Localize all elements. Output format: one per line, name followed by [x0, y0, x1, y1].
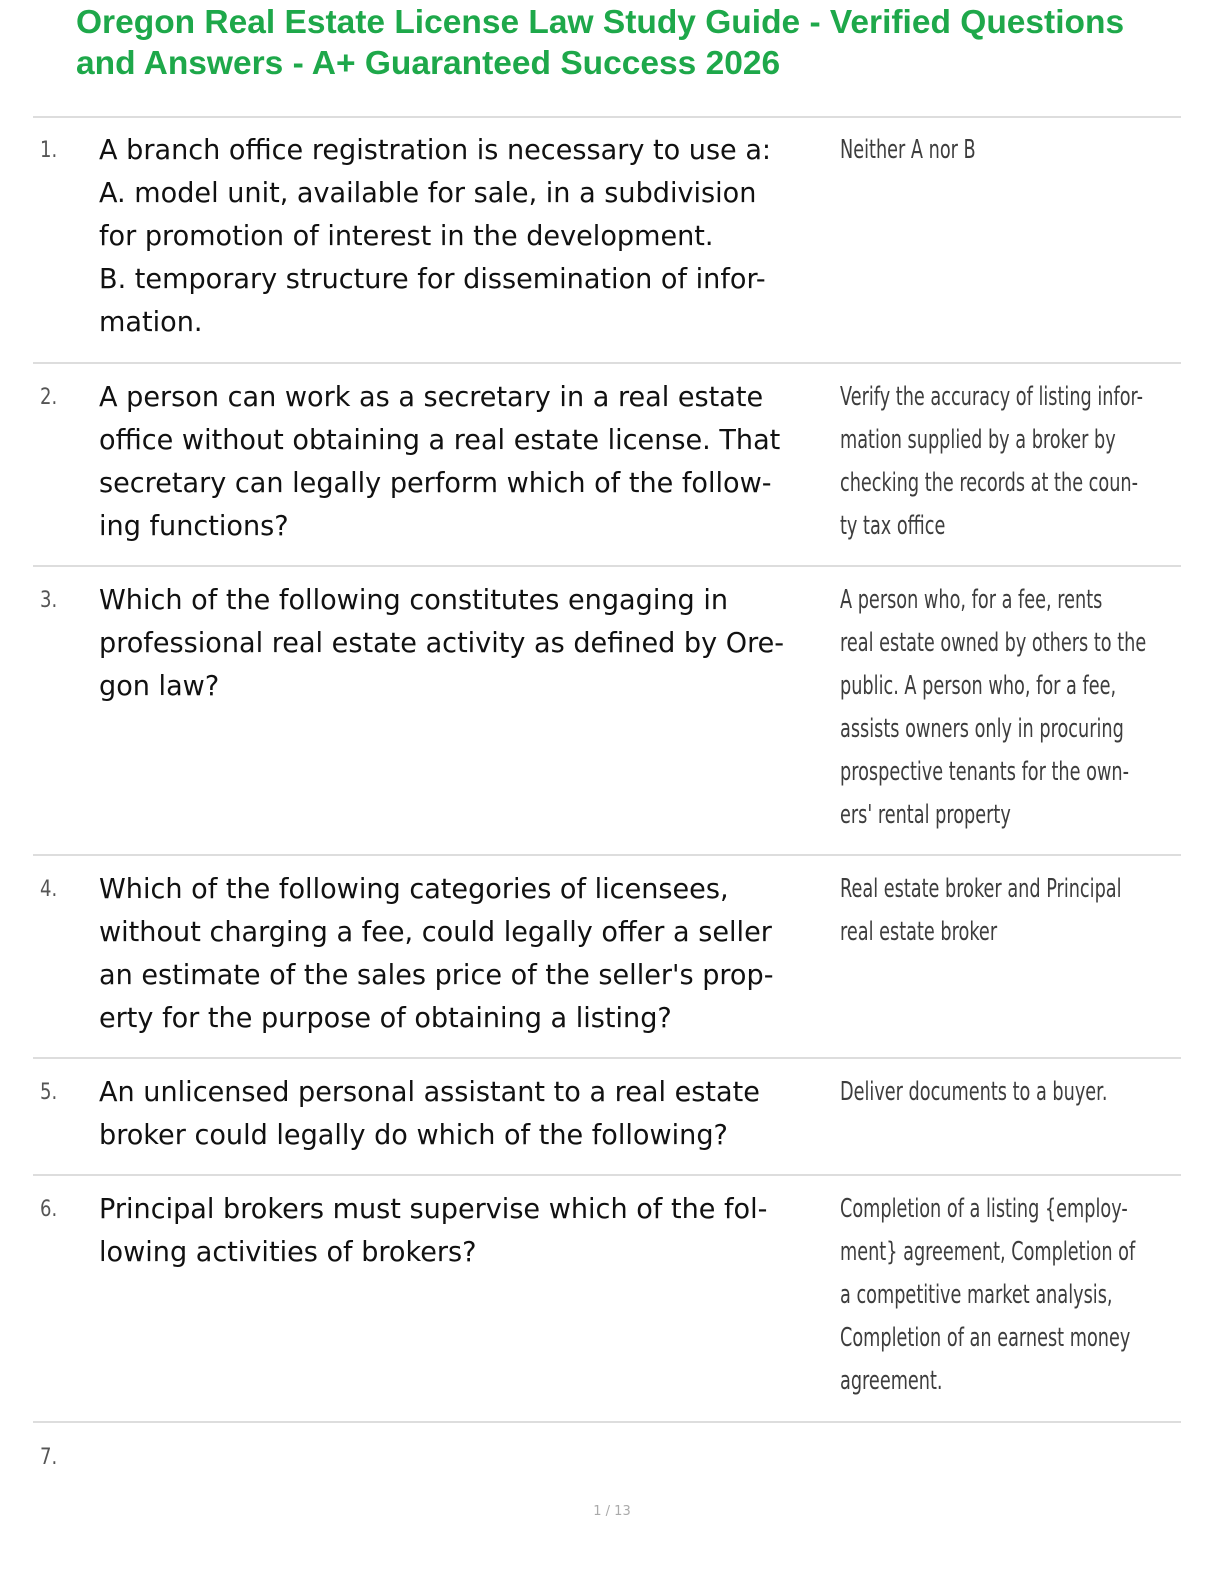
- question-text: [99, 129, 839, 344]
- answer-line: A person who, for a fee, rents: [840, 585, 1103, 615]
- question-number: 2.: [40, 385, 58, 410]
- page-number: 1 / 13: [593, 1504, 631, 1519]
- question-line: ing functions?: [99, 510, 289, 542]
- question-number: 7.: [40, 1445, 58, 1470]
- answer-line: ty tax office: [840, 511, 946, 541]
- question-line: secretary can legally perform which of the follow-: [99, 467, 772, 499]
- question-line: for promotion of interest in the development.: [99, 220, 714, 252]
- answer-line: assists owners only in procuring: [840, 714, 1124, 744]
- question-text: [99, 868, 839, 1040]
- question-line: Which of the following constitutes engaging in: [99, 584, 729, 616]
- answer-line: ment} agreement, Completion of: [840, 1237, 1136, 1267]
- answer-text: [840, 868, 1180, 954]
- answer-text: [840, 129, 1180, 172]
- divider: [33, 854, 1181, 856]
- question-number: 6.: [40, 1197, 58, 1222]
- divider: [33, 1057, 1181, 1059]
- answer-line: Verify the accuracy of listing infor-: [840, 382, 1144, 412]
- question-line: An unlicensed personal assistant to a real estate: [99, 1076, 760, 1108]
- answer-line: checking the records at the coun-: [840, 468, 1139, 498]
- document-title: [76, 2, 1206, 84]
- question-number: 4.: [40, 877, 58, 902]
- question-text: [99, 376, 839, 548]
- answer-line: Deliver documents to a buyer.: [840, 1077, 1108, 1107]
- answer-line: prospective tenants for the own-: [840, 757, 1130, 787]
- question-line: erty for the purpose of obtaining a listing?: [99, 1002, 672, 1034]
- divider: [33, 362, 1181, 364]
- question-line: lowing activities of brokers?: [99, 1236, 477, 1268]
- answer-text: [840, 376, 1180, 548]
- question-text: [99, 1188, 839, 1274]
- answer-line: a competitive market analysis,: [840, 1280, 1113, 1310]
- answer-text: [840, 579, 1180, 837]
- question-line: B. temporary structure for dissemination of infor-: [99, 263, 766, 295]
- divider: [33, 116, 1181, 118]
- answer-line: Real estate broker and Principal: [840, 874, 1122, 904]
- answer-line: Completion of an earnest money: [840, 1323, 1131, 1353]
- question-line: A. model unit, available for sale, in a subdivision: [99, 177, 757, 209]
- answer-line: mation supplied by a broker by: [840, 425, 1116, 455]
- question-line: mation.: [99, 306, 203, 338]
- question-line: gon law?: [99, 670, 220, 702]
- question-text: [99, 1071, 839, 1157]
- question-text: [99, 579, 839, 708]
- question-line: Principal brokers must supervise which of the fol-: [99, 1193, 768, 1225]
- question-number: 3.: [40, 588, 58, 613]
- question-line: A person can work as a secretary in a real estate: [99, 381, 764, 413]
- answer-line: agreement.: [840, 1366, 943, 1396]
- answer-text: [840, 1188, 1180, 1403]
- title-line-2: and Answers - A+ Guaranteed Success 2026: [76, 45, 781, 82]
- question-line: office without obtaining a real estate license. That: [99, 424, 781, 456]
- question-line: professional real estate activity as defined by Ore-: [99, 627, 785, 659]
- divider: [33, 1174, 1181, 1176]
- answer-line: public. A person who, for a fee,: [840, 671, 1117, 701]
- answer-line: Completion of a listing {employ-: [840, 1194, 1128, 1224]
- question-line: Which of the following categories of licensees,: [99, 873, 729, 905]
- answer-line: real estate broker: [840, 917, 998, 947]
- divider: [33, 565, 1181, 567]
- answer-line: ers' rental property: [840, 800, 1011, 830]
- question-number: 5.: [40, 1080, 58, 1105]
- divider: [33, 1421, 1181, 1423]
- question-number: 1.: [40, 138, 58, 163]
- answer-line: real estate owned by others to the: [840, 628, 1147, 658]
- question-line: an estimate of the sales price of the seller's prop-: [99, 959, 774, 991]
- answer-text: [840, 1071, 1180, 1114]
- question-line: without charging a fee, could legally offer a seller: [99, 916, 772, 948]
- answer-line: Neither A nor B: [840, 135, 976, 165]
- question-line: broker could legally do which of the following?: [99, 1119, 728, 1151]
- title-line-1: Oregon Real Estate License Law Study Guide - Verified Questions: [76, 4, 1125, 41]
- question-line: A branch office registration is necessary to use a:: [99, 134, 772, 166]
